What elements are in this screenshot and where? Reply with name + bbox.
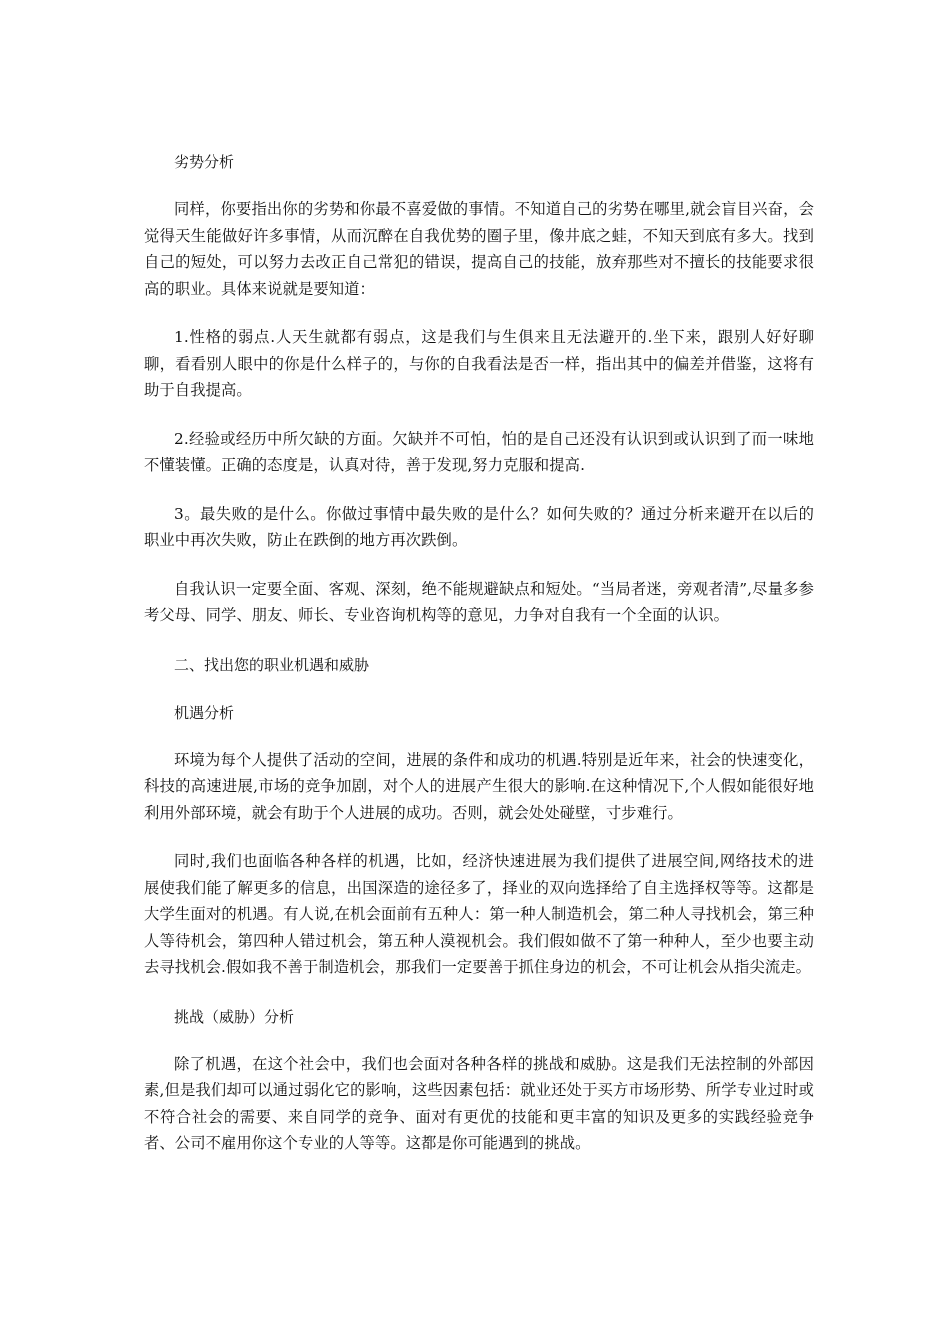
paragraph-self-awareness: 自我认识一定要全面、客观、深刻，绝不能规避缺点和短处。“当局者迷，旁观者清”,尽量多参考父母、同学、朋友、师长、专业咨询机构等的意见，力争对自我有一个全面的认识。 [144, 579, 814, 624]
section-heading-weakness: 劣势分析 [174, 153, 235, 171]
paragraph-weakness-point-3: 3。最失败的是什么。你做过事情中最失败的是什么？如何失败的？通过分析来避开在以后的职业中再次失败，防止在跌倒的地方再次跌倒。 [144, 504, 814, 549]
paragraph-threats: 除了机遇，在这个社会中，我们也会面对各种各样的挑战和威胁。这是我们无法控制的外部因素,但是我们却可以通过弱化它的影响，这些因素包括：就业还处于买方市场形势、所学专业过时或不符合社会的需要、来自同学的竞争、面对有更优的技能和更丰富的知识及更多的实践经验竞争者、公司不雇用你这个专业的人等等。这都是你可能遇到的挑战。 [144, 1054, 814, 1152]
paragraph-weakness-point-2: 2.经验或经历中所欠缺的方面。欠缺并不可怕，怕的是自己还没有认识到或认识到了而一味地不懂装懂。正确的态度是，认真对待，善于发现,努力克服和提高. [144, 429, 814, 474]
paragraph-weakness-point-1: 1.性格的弱点.人天生就都有弱点，这是我们与生俱来且无法避开的.坐下来，跟别人好好聊聊，看看别人眼中的你是什么样子的，与你的自我看法是否一样，指出其中的偏差并借鉴，这将有助于自我提高。 [144, 328, 814, 399]
paragraph-environment: 环境为每个人提供了活动的空间，进展的条件和成功的机遇.特别是近年来，社会的快速变化，科技的高速进展,市场的竞争加剧，对个人的进展产生很大的影响.在这种情况下,个人假如能很好地利用外部环境，就会有助于个人进展的成功。否则，就会处处碰壁，寸步难行。 [144, 750, 814, 822]
section-heading-threat: 挑战（威胁）分析 [174, 1007, 295, 1026]
paragraph-weakness-intro: 同样，你要指出你的劣势和你最不喜爱做的事情。不知道自己的劣势在哪里,就会盲目兴奋，会觉得天生能做好许多事情，从而沉醉在自我优势的圈子里，像井底之蛙，不知天到底有多大。找到自己的短处，可以努力去改正自己常犯的错误，提高自己的技能，放弃那些对不擅长的技能要求很高的职业。具体来说就是要知道： [144, 200, 814, 298]
paragraph-opportunities: 同时,我们也面临各种各样的机遇，比如，经济快速进展为我们提供了进展空间,网络技术的进展使我们能了解更多的信息，出国深造的途径多了，择业的双向选择给了自主选择权等等。这都是大学生面对的机遇。有人说,在机会面前有五种人：第一种人制造机会，第二种人寻找机会，第三种人等待机会，第四种人错过机会，第五种人漠视机会。我们假如做不了第一种种人，至少也要主动去寻找机会.假如我不善于制造机会，那我们一定要善于抓住身边的机会，不可让机会从指尖流走。 [144, 852, 814, 976]
document-page [144, 148, 814, 1157]
section-heading-opportunities-threats: 二、找出您的职业机遇和威胁 [174, 655, 370, 674]
section-heading-opportunity: 机遇分析 [174, 703, 235, 722]
